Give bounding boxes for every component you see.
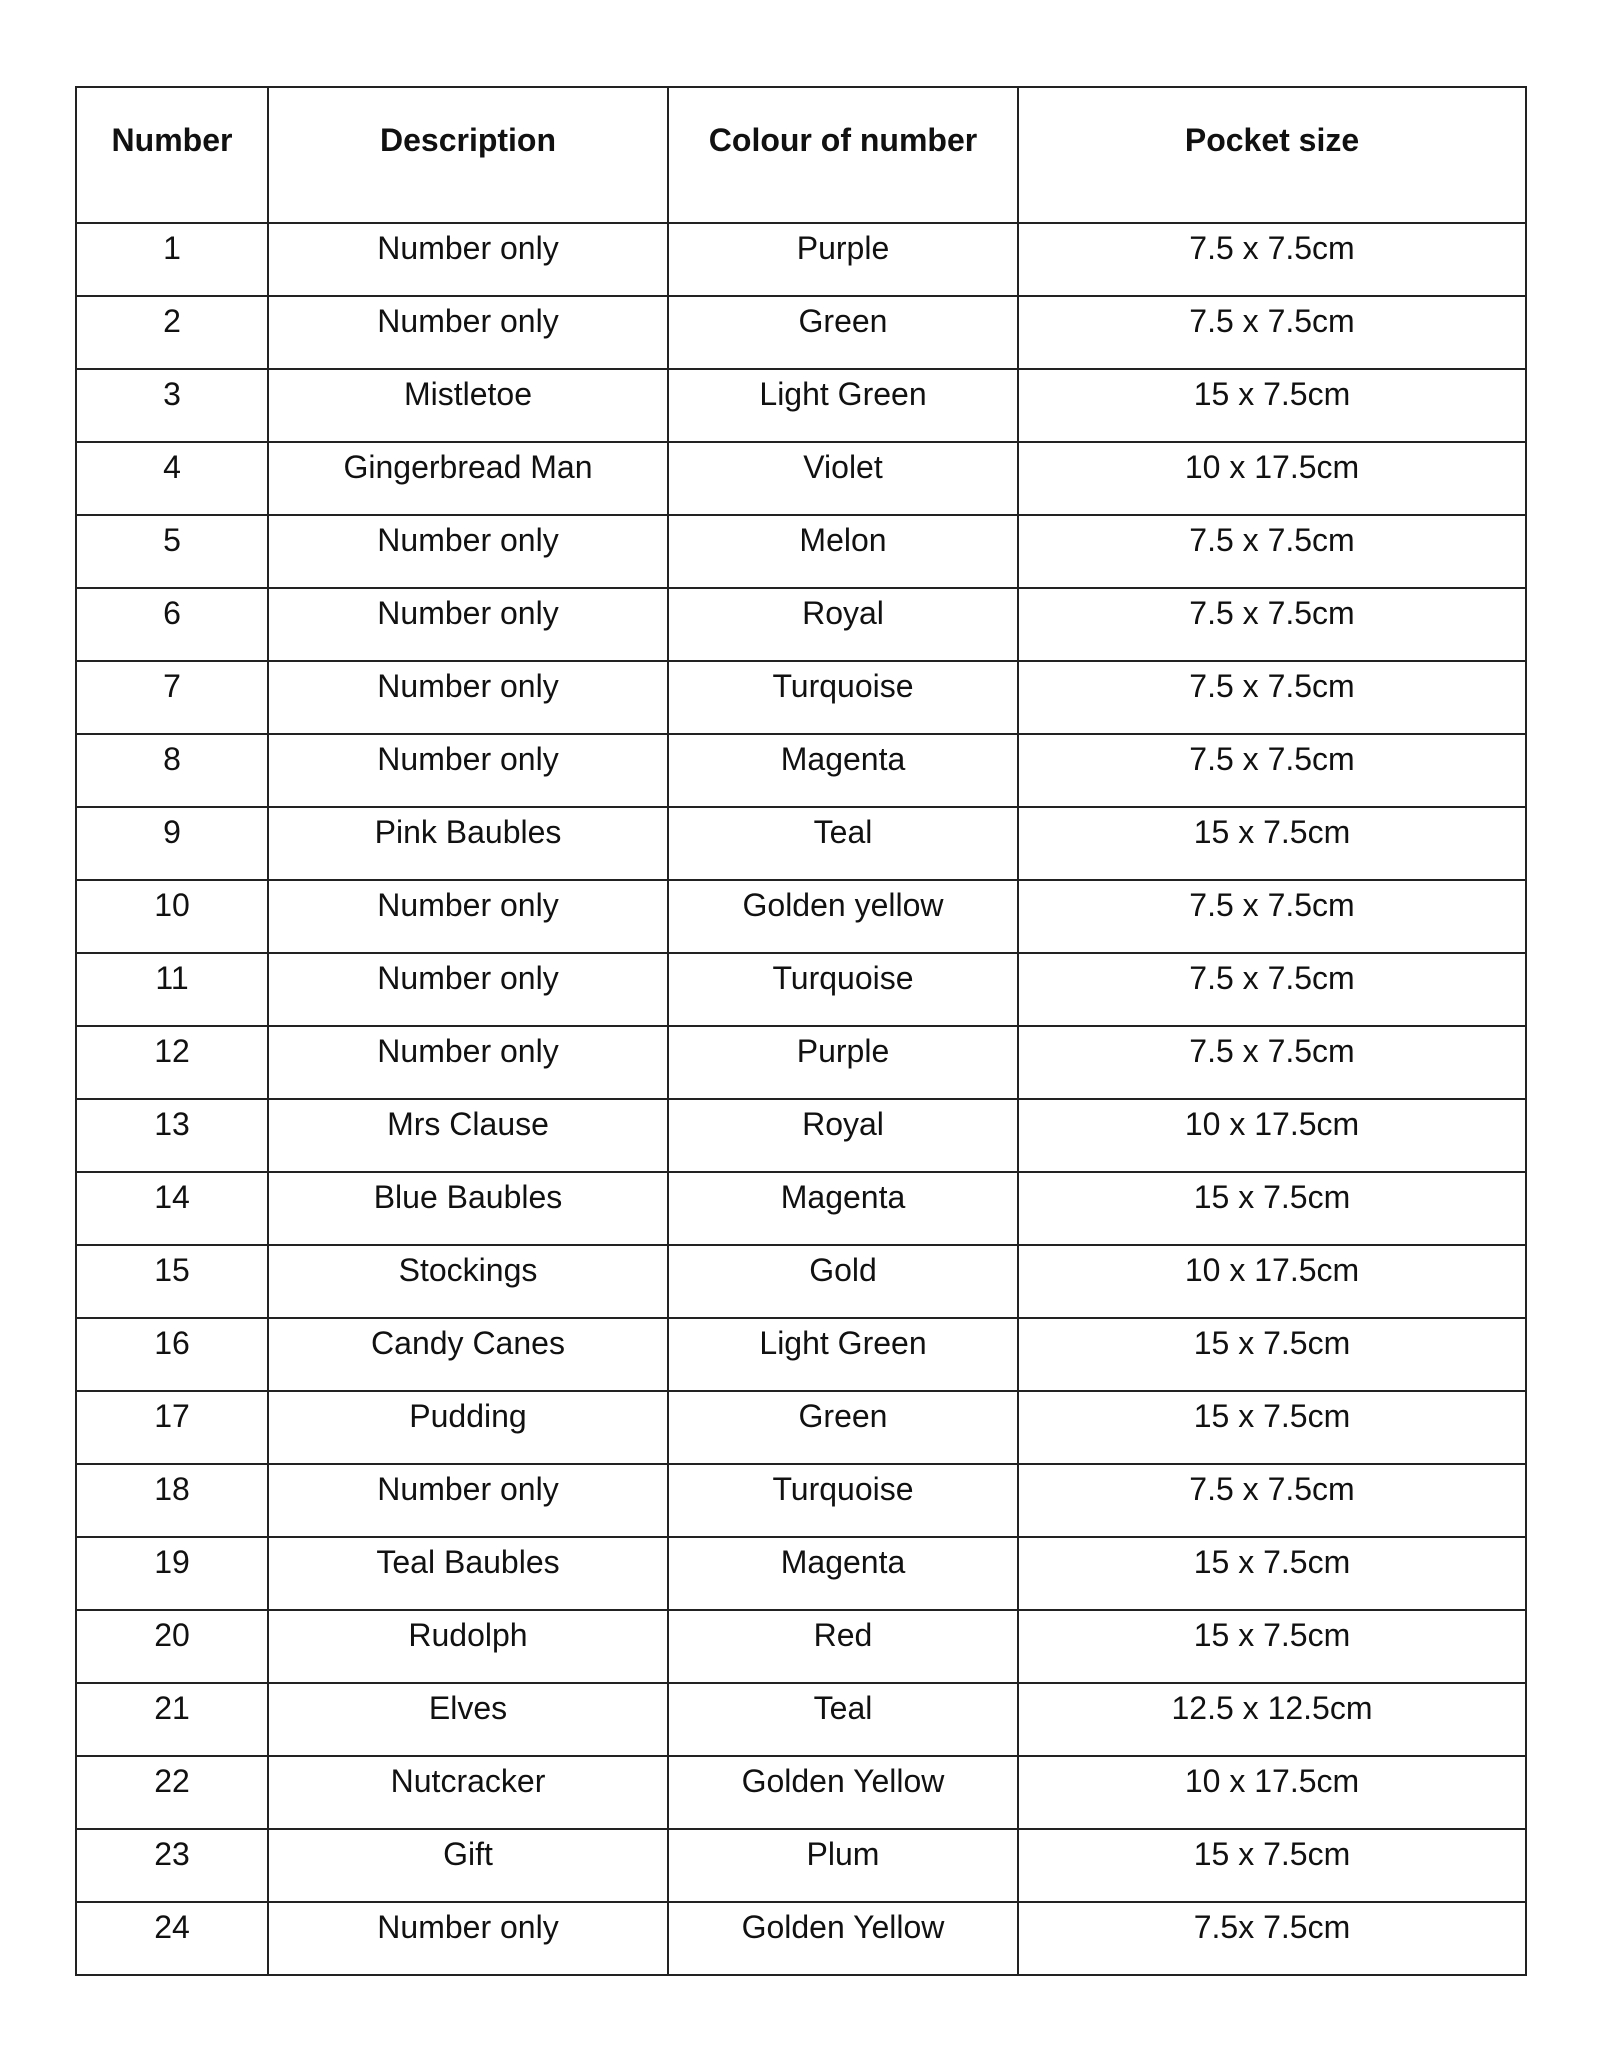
cell-description: Number only: [268, 1902, 668, 1975]
cell-pocket-size: 10 x 17.5cm: [1018, 1756, 1526, 1829]
table-row: [76, 369, 1526, 442]
cell-colour: Golden yellow: [668, 880, 1018, 953]
cell-number: 21: [76, 1683, 268, 1756]
cell-description: Mrs Clause: [268, 1099, 668, 1172]
header-number: Number: [76, 87, 268, 223]
cell-colour: Light Green: [668, 1318, 1018, 1391]
cell-colour: Melon: [668, 515, 1018, 588]
table-row: [76, 1172, 1526, 1245]
cell-description: Number only: [268, 223, 668, 296]
cell-number: 13: [76, 1099, 268, 1172]
cell-description: Gift: [268, 1829, 668, 1902]
cell-pocket-size: 7.5 x 7.5cm: [1018, 1026, 1526, 1099]
table-row: [76, 1464, 1526, 1537]
table-row: [76, 1829, 1526, 1902]
table-row: [76, 1756, 1526, 1829]
cell-description: Blue Baubles: [268, 1172, 668, 1245]
cell-number: 22: [76, 1756, 268, 1829]
table-row: [76, 223, 1526, 296]
cell-colour: Royal: [668, 588, 1018, 661]
cell-colour: Purple: [668, 1026, 1018, 1099]
cell-pocket-size: 12.5 x 12.5cm: [1018, 1683, 1526, 1756]
cell-pocket-size: 15 x 7.5cm: [1018, 1610, 1526, 1683]
cell-number: 8: [76, 734, 268, 807]
table-row: [76, 734, 1526, 807]
cell-number: 12: [76, 1026, 268, 1099]
cell-description: Number only: [268, 880, 668, 953]
cell-pocket-size: 7.5 x 7.5cm: [1018, 296, 1526, 369]
cell-pocket-size: 15 x 7.5cm: [1018, 1391, 1526, 1464]
cell-description: Pudding: [268, 1391, 668, 1464]
cell-description: Stockings: [268, 1245, 668, 1318]
table-header: [76, 87, 1526, 223]
table-row: [76, 442, 1526, 515]
cell-description: Teal Baubles: [268, 1537, 668, 1610]
cell-number: 3: [76, 369, 268, 442]
cell-colour: Magenta: [668, 1172, 1018, 1245]
cell-pocket-size: 7.5 x 7.5cm: [1018, 953, 1526, 1026]
cell-colour: Magenta: [668, 734, 1018, 807]
cell-number: 18: [76, 1464, 268, 1537]
table-row: [76, 953, 1526, 1026]
cell-colour: Golden Yellow: [668, 1902, 1018, 1975]
table-row: [76, 1610, 1526, 1683]
cell-pocket-size: 15 x 7.5cm: [1018, 1829, 1526, 1902]
cell-number: 24: [76, 1902, 268, 1975]
cell-number: 5: [76, 515, 268, 588]
cell-description: Number only: [268, 515, 668, 588]
header-row: [76, 87, 1526, 223]
cell-colour: Turquoise: [668, 661, 1018, 734]
table-row: [76, 588, 1526, 661]
cell-description: Mistletoe: [268, 369, 668, 442]
table-row: [76, 1683, 1526, 1756]
cell-pocket-size: 7.5 x 7.5cm: [1018, 661, 1526, 734]
document-page: [75, 86, 1525, 1976]
cell-number: 6: [76, 588, 268, 661]
table-row: [76, 1391, 1526, 1464]
cell-pocket-size: 15 x 7.5cm: [1018, 1318, 1526, 1391]
table-row: [76, 1318, 1526, 1391]
cell-colour: Violet: [668, 442, 1018, 515]
cell-number: 1: [76, 223, 268, 296]
cell-pocket-size: 15 x 7.5cm: [1018, 1172, 1526, 1245]
cell-colour: Turquoise: [668, 1464, 1018, 1537]
cell-colour: Purple: [668, 223, 1018, 296]
cell-colour: Turquoise: [668, 953, 1018, 1026]
cell-pocket-size: 7.5 x 7.5cm: [1018, 515, 1526, 588]
cell-number: 20: [76, 1610, 268, 1683]
cell-pocket-size: 10 x 17.5cm: [1018, 1099, 1526, 1172]
cell-pocket-size: 15 x 7.5cm: [1018, 807, 1526, 880]
cell-number: 19: [76, 1537, 268, 1610]
cell-description: Number only: [268, 661, 668, 734]
cell-pocket-size: 7.5 x 7.5cm: [1018, 588, 1526, 661]
table-row: [76, 1026, 1526, 1099]
cell-number: 4: [76, 442, 268, 515]
cell-pocket-size: 7.5 x 7.5cm: [1018, 223, 1526, 296]
advent-pocket-table: [75, 86, 1527, 1976]
cell-pocket-size: 7.5x 7.5cm: [1018, 1902, 1526, 1975]
cell-colour: Light Green: [668, 369, 1018, 442]
cell-description: Number only: [268, 734, 668, 807]
table-row: [76, 515, 1526, 588]
cell-colour: Green: [668, 1391, 1018, 1464]
cell-number: 14: [76, 1172, 268, 1245]
cell-colour: Gold: [668, 1245, 1018, 1318]
cell-description: Number only: [268, 1464, 668, 1537]
cell-colour: Teal: [668, 807, 1018, 880]
cell-number: 10: [76, 880, 268, 953]
cell-pocket-size: 7.5 x 7.5cm: [1018, 880, 1526, 953]
table-row: [76, 1099, 1526, 1172]
table-row: [76, 1537, 1526, 1610]
cell-pocket-size: 7.5 x 7.5cm: [1018, 734, 1526, 807]
cell-description: Nutcracker: [268, 1756, 668, 1829]
cell-colour: Plum: [668, 1829, 1018, 1902]
table-row: [76, 296, 1526, 369]
cell-description: Elves: [268, 1683, 668, 1756]
cell-pocket-size: 15 x 7.5cm: [1018, 1537, 1526, 1610]
cell-description: Gingerbread Man: [268, 442, 668, 515]
cell-pocket-size: 15 x 7.5cm: [1018, 369, 1526, 442]
cell-number: 17: [76, 1391, 268, 1464]
cell-number: 11: [76, 953, 268, 1026]
cell-description: Candy Canes: [268, 1318, 668, 1391]
cell-colour: Red: [668, 1610, 1018, 1683]
header-description: Description: [268, 87, 668, 223]
cell-pocket-size: 7.5 x 7.5cm: [1018, 1464, 1526, 1537]
cell-description: Rudolph: [268, 1610, 668, 1683]
table-body: [76, 223, 1526, 1975]
cell-colour: Magenta: [668, 1537, 1018, 1610]
header-colour-of-number: Colour of number: [668, 87, 1018, 223]
table-row: [76, 661, 1526, 734]
cell-description: Number only: [268, 1026, 668, 1099]
cell-pocket-size: 10 x 17.5cm: [1018, 1245, 1526, 1318]
cell-number: 23: [76, 1829, 268, 1902]
cell-number: 7: [76, 661, 268, 734]
cell-colour: Green: [668, 296, 1018, 369]
table-row: [76, 880, 1526, 953]
table-row: [76, 807, 1526, 880]
table-row: [76, 1902, 1526, 1975]
cell-colour: Royal: [668, 1099, 1018, 1172]
cell-description: Pink Baubles: [268, 807, 668, 880]
cell-number: 2: [76, 296, 268, 369]
header-pocket-size: Pocket size: [1018, 87, 1526, 223]
table-row: [76, 1245, 1526, 1318]
cell-description: Number only: [268, 953, 668, 1026]
cell-number: 15: [76, 1245, 268, 1318]
cell-pocket-size: 10 x 17.5cm: [1018, 442, 1526, 515]
cell-number: 9: [76, 807, 268, 880]
cell-description: Number only: [268, 588, 668, 661]
cell-number: 16: [76, 1318, 268, 1391]
cell-colour: Golden Yellow: [668, 1756, 1018, 1829]
cell-description: Number only: [268, 296, 668, 369]
cell-colour: Teal: [668, 1683, 1018, 1756]
